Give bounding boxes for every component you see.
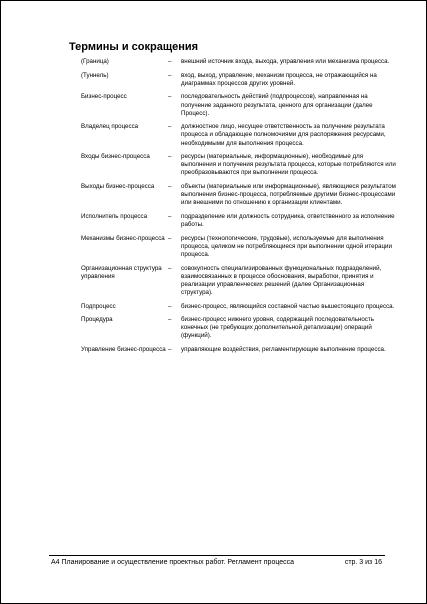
glossary-dash: – [168,123,172,131]
glossary-dash: – [168,183,172,191]
glossary-dash: – [168,302,172,310]
glossary-term: Входы бизнес-процесса [81,153,150,161]
glossary-term: Подпроцесс [81,302,116,310]
glossary-definition: вход, выход, управление, механизм процесса, не отражающийся на диаграммах процессов других уровней. [181,71,377,87]
glossary-dash: – [168,316,172,324]
glossary-definition: последовательность действий (подпроцессов), направленная на получение заданного результата, ценного для организации (далее Процесс). [181,93,373,117]
glossary-dash: – [168,153,172,161]
glossary-term: (Туннель) [81,71,109,79]
glossary-term: Организационная структура управления [81,264,162,280]
glossary-list [81,58,397,360]
glossary-dash: – [168,58,172,65]
glossary-entry [81,235,397,259]
glossary-term: Управление бизнес-процесса [81,346,166,354]
glossary-dash: – [168,93,172,101]
glossary-entry [81,93,397,117]
glossary-definition: совокупность специализированных функциональных подразделений, взаимосвязанных в процессе обоснования, выработки, принятия и реализации управленческих решений (далее Организационная структура). [181,264,382,296]
footer-divider [49,555,385,556]
glossary-entry [81,72,397,88]
glossary-term: Владелец процесса [81,123,139,131]
glossary-dash: – [168,212,172,220]
footer-document-title: А4 Планирование и осуществление проектных работ. Регламент процесса [51,559,295,566]
glossary-term: Бизнес-процесс [81,93,127,101]
glossary-definition: бизнес-процесс, являющийся составной частью вышестоящего процесса. [181,302,395,310]
glossary-definition: бизнес-процесс нижнего уровня, содержащий последовательность конечных (не требующих дополнительной детализации) операций (функций). [181,316,374,340]
glossary-entry [81,265,397,297]
glossary-entry [81,346,397,354]
glossary-entry [81,123,397,147]
glossary-term: Механизмы бизнес-процесса [81,234,165,242]
glossary-definition: ресурсы (материальные, информационные), необходимые для выполнения и получения результата процесса, которые потребляются или преобразовываются при выполнении процесса. [181,153,396,177]
glossary-dash: – [168,71,172,79]
footer-page-number: стр. 3 из 16 [344,559,382,566]
glossary-definition: подразделение или должность сотрудника, ответственного за исполнение работы. [181,212,395,229]
glossary-definition: должностное лицо, несущее ответственность за получение результата процесса и обладающее полномочиями для распоряжения ресурсами, необходимыми для выполнения процесса. [181,123,386,147]
glossary-entry [81,153,397,177]
glossary-definition: ресурсы (технологические, трудовые), используемые для выполнения процесса, целиком не потребляющиеся при выполнении одной итерации процесса. [181,234,392,258]
glossary-definition: объекты (материальные или информационные), являющиеся результатом выполнения бизнес-процесса, потребляемые другими бизнес-процессами или внешними по отношению к организации клиентами. [181,183,396,207]
page-heading: Термины и сокращения [69,41,199,53]
glossary-term: Исполнитель процесса [81,212,148,220]
glossary-dash: – [168,264,172,272]
glossary-term: Выходы бизнес-процесса [81,183,155,191]
glossary-definition: управляющие воздействия, регламентирующие выполнение процесса. [181,346,386,354]
glossary-term: (Граница) [81,58,109,65]
glossary-entry [81,213,397,229]
glossary-dash: – [168,346,172,354]
glossary-dash: – [168,234,172,242]
glossary-entry [81,303,397,311]
glossary-definition: внешний источник входа, выхода, управления или механизма процесса. [181,58,390,65]
glossary-entry [81,316,397,340]
glossary-term: Процедура [81,316,113,324]
glossary-entry [81,183,397,207]
glossary-entry [81,58,397,66]
